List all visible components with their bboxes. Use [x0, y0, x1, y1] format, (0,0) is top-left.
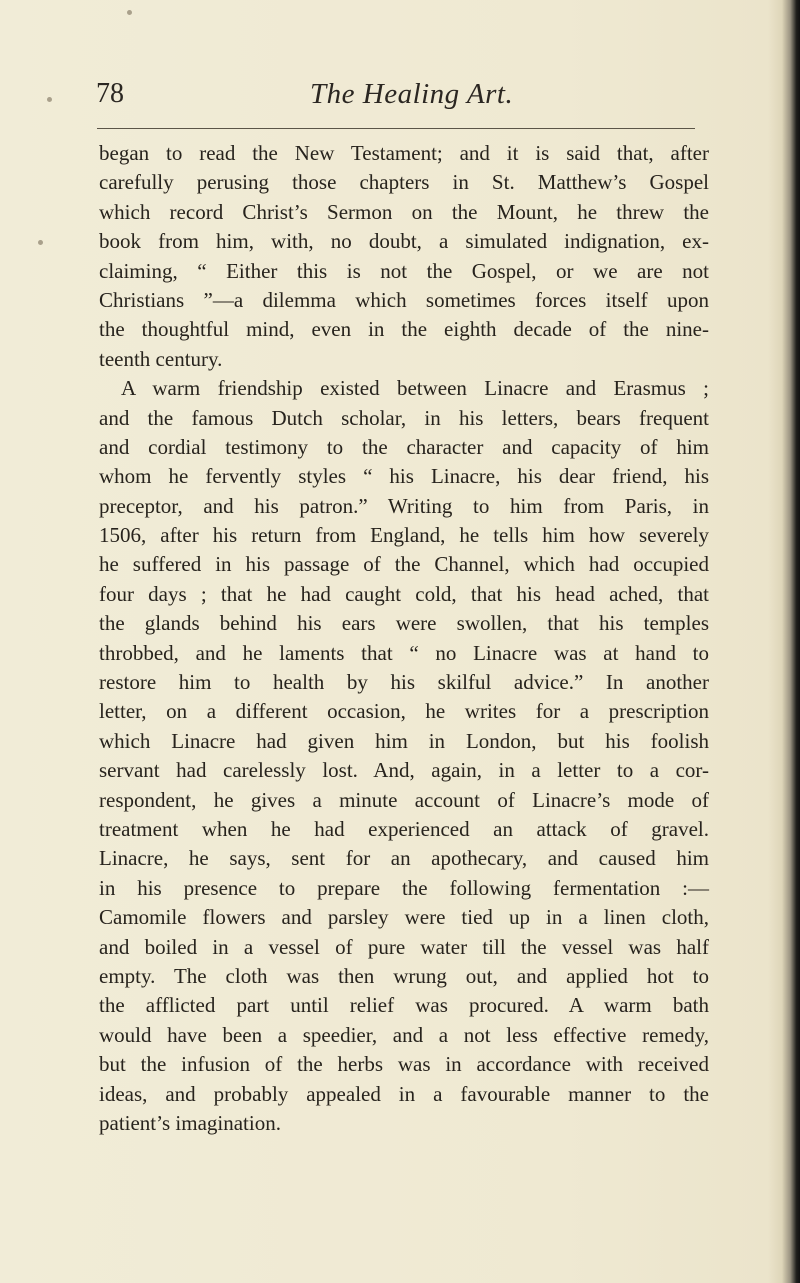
text-line: and cordial testimony to the character and capacity of him	[99, 434, 709, 459]
text-line: 1506, after his return from England, he tells him how severely	[99, 523, 709, 548]
running-title: The Healing Art.	[310, 78, 514, 110]
text-line: preceptor, and his patron.” Writing to him from Paris, in	[99, 493, 709, 518]
text-line: respondent, he gives a minute account of Linacre’s mode of	[99, 787, 709, 812]
text-line: he suffered in his passage of the Channel, which had occupied	[99, 552, 709, 577]
text-line: servant had carelessly lost. And, again, in a letter to a cor-	[99, 758, 709, 783]
text-line: restore him to health by his skilful advice.” In another	[99, 670, 709, 695]
text-line: Camomile flowers and parsley were tied up in a linen cloth,	[99, 905, 709, 930]
paper-speck	[127, 10, 132, 15]
text-line: which record Christ’s Sermon on the Mount, he threw the	[99, 199, 709, 224]
text-line: throbbed, and he laments that “ no Linacre was at hand to	[99, 640, 709, 665]
body-text	[99, 139, 709, 1138]
text-line: and the famous Dutch scholar, in his letters, bears frequent	[99, 405, 709, 430]
text-line: whom he fervently styles “ his Linacre, his dear friend, his	[99, 464, 709, 489]
text-line: would have been a speedier, and a not less effective remedy,	[99, 1022, 709, 1047]
text-line: the thoughtful mind, even in the eighth decade of the nine-	[99, 317, 709, 342]
text-line: Linacre, he says, sent for an apothecary, and caused him	[99, 846, 709, 871]
running-head	[0, 78, 800, 118]
text-line: book from him, with, no doubt, a simulated indignation, ex-	[99, 229, 709, 254]
text-line: but the infusion of the herbs was in accordance with received	[99, 1052, 709, 1077]
header-rule	[97, 128, 695, 129]
text-line: teenth century.	[99, 346, 223, 371]
text-line: A warm friendship existed between Linacre and Erasmus ;	[121, 376, 709, 401]
text-line: ideas, and probably appealed in a favourable manner to the	[99, 1081, 709, 1106]
text-line: in his presence to prepare the following fermentation :—	[99, 875, 709, 900]
text-line: letter, on a different occasion, he writes for a prescription	[99, 699, 709, 724]
text-line: Christians ”—a dilemma which sometimes forces itself upon	[99, 287, 709, 312]
text-line: the afflicted part until relief was procured. A warm bath	[99, 993, 709, 1018]
paper-speck	[38, 240, 43, 245]
page-binding-edge	[782, 0, 800, 1283]
text-line: treatment when he had experienced an attack of gravel.	[99, 816, 709, 841]
text-line: and boiled in a vessel of pure water till the vessel was half	[99, 934, 709, 959]
text-line: carefully perusing those chapters in St. Matthew’s Gospel	[99, 170, 709, 195]
text-line: patient’s imagination.	[99, 1110, 281, 1135]
text-line: empty. The cloth was then wrung out, and applied hot to	[99, 963, 709, 988]
text-line: claiming, “ Either this is not the Gospel, or we are not	[99, 258, 709, 283]
text-line: began to read the New Testament; and it is said that, after	[99, 141, 709, 165]
text-line: four days ; that he had caught cold, that his head ached, that	[99, 581, 709, 606]
text-line: which Linacre had given him in London, but his foolish	[99, 728, 709, 753]
text-line: the glands behind his ears were swollen, that his temples	[99, 611, 709, 636]
page-number: 78	[96, 78, 124, 109]
